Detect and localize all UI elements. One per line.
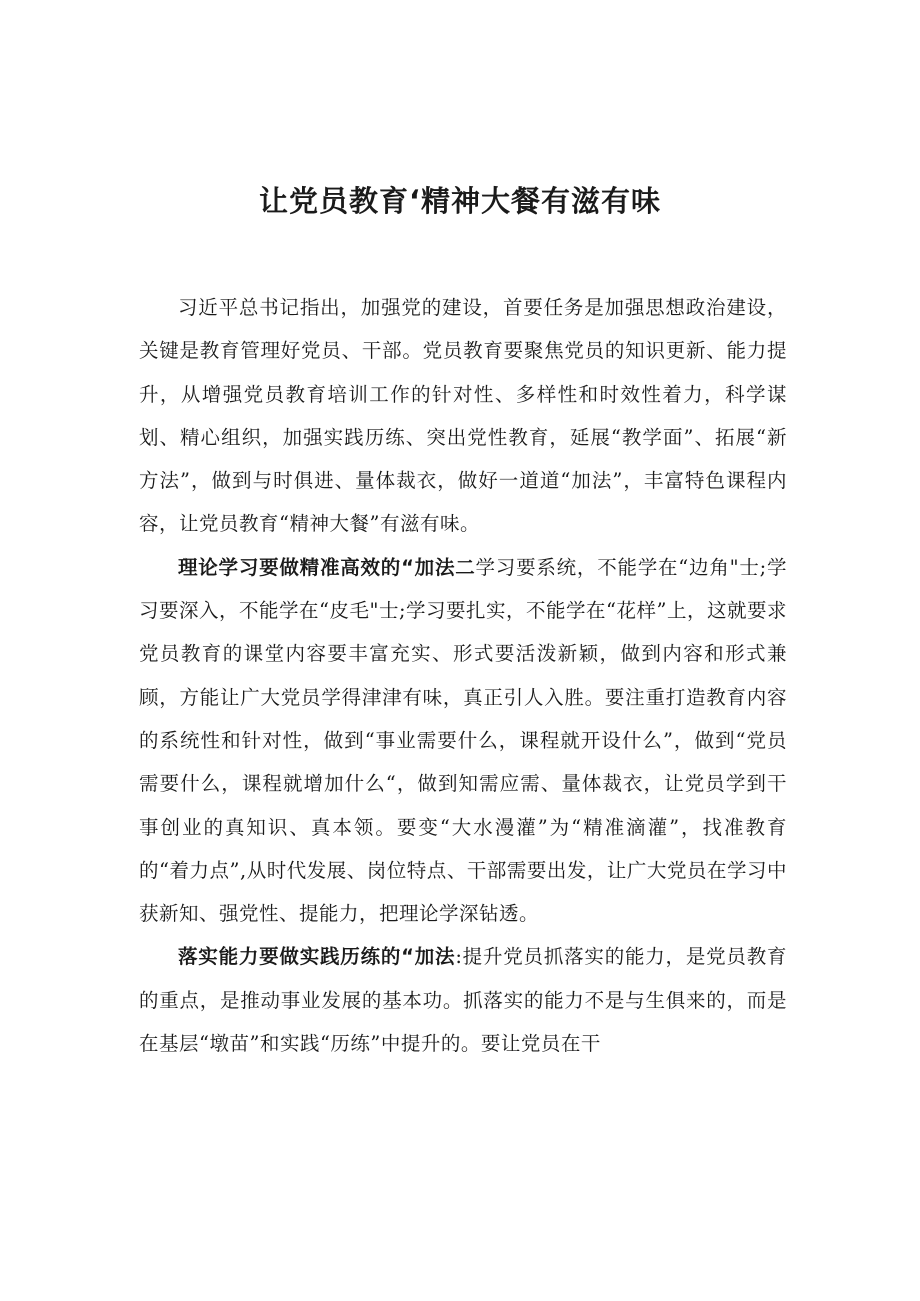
paragraph-intro [139,286,787,546]
paragraph-theory-study-lead: 理论学习要做精准高效的“加法二 [178,555,476,579]
paragraph-implementation-lead: 落实能力要做实践历练的“加法 [178,945,456,969]
paragraph-implementation [139,935,787,1065]
paragraph-intro-text: 习近平总书记指出，加强党的建设，首要任务是加强思想政治建设，关键是教育管理好党员、干部。党员教育要聚焦党员的知识更新、能力提升，从增强党员教育培训工作的针对性、多样性和时效性着力，科学谋划、精心组织，加强实践历练、突出党性教育，延展“教学面”、拓展“新方法”，做到与时俱进、量体裁衣，做好一道道“加法”，丰富特色课程内容，让党员教育“精神大餐”有滋有味。 [139,296,787,536]
paragraph-theory-study-text: 学习要系统，不能学在“边角"士;学习要深入，不能学在“皮毛"士;学习要扎实，不能学在“花样”上，这就要求党员教育的课堂内容要丰富充实、形式要活泼新颖，做到内容和形式兼顾，方能让广大党员学得津津有味，真正引人入胜。要注重打造教育内容的系统性和针对性，做到“事业需要什么，课程就开设什么”，做到“党员需要什么，课程就增加什么“，做到知需应需、量体裁衣，让党员学到干事创业的真知识、真本领。要变“大水漫灌”为“精准滴灌”，找准教育的“着力点”,从时代发展、岗位特点、干部需要出发，让广大党员在学习中获新知、强党性、提能力，把理论学深钻透。 [139,555,787,926]
document-title: 让党员教育‘精神大餐有滋有味 [258,184,662,218]
document-body [139,286,787,1065]
paragraph-theory-study [139,546,787,936]
paragraph-implementation-text: :提升党员抓落实的能力，是党员教育的重点，是推动事业发展的基本功。抓落实的能力不是与生俱来的，而是在基层“墩苗”和实践“历练”中提升的。要让党员在干 [139,945,787,1056]
